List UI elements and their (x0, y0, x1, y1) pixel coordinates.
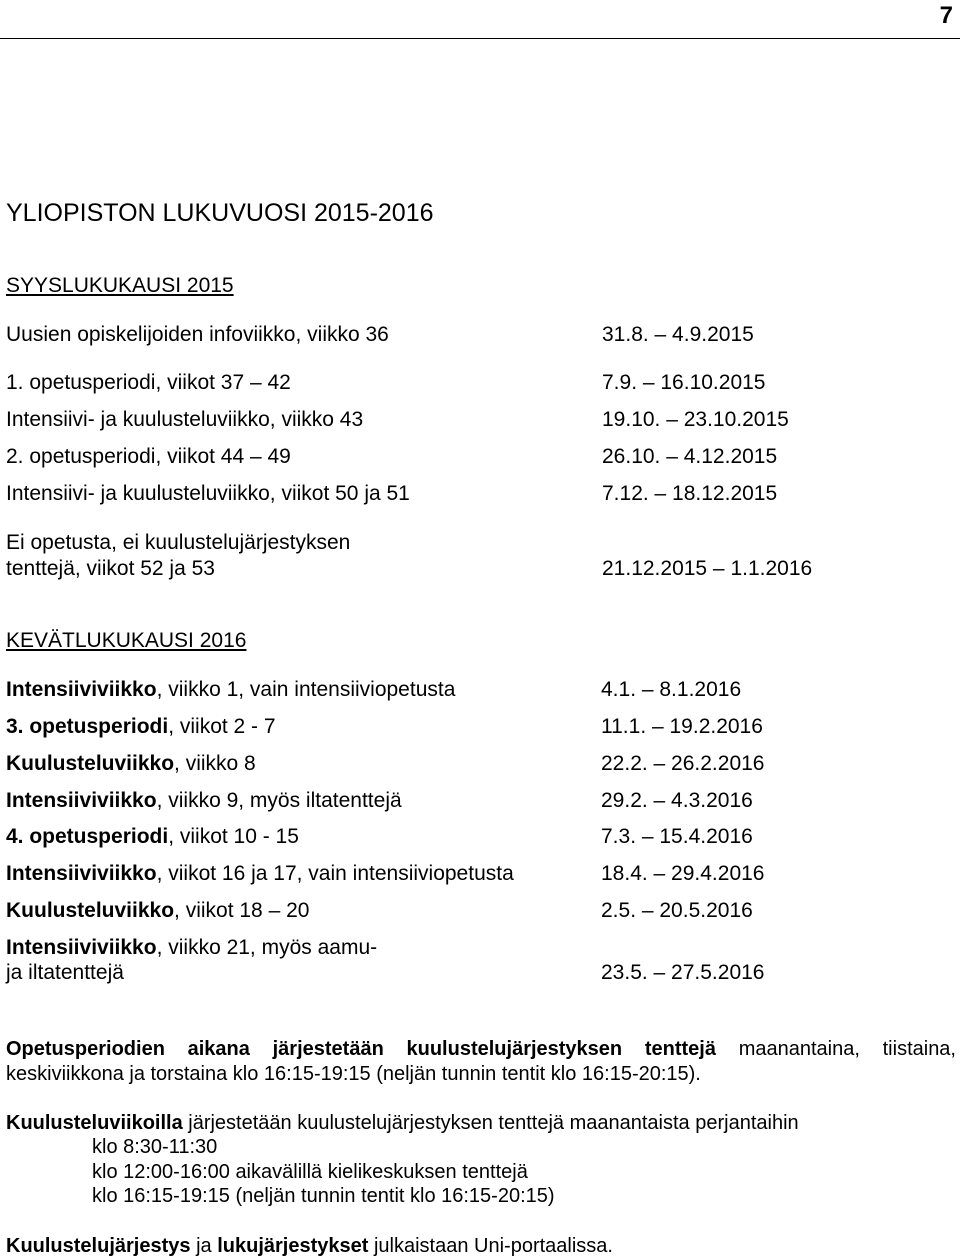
row-label-bold: Intensiiviviikko (6, 862, 157, 885)
row-label-rest: , viikot 16 ja 17, vain intensiiviopetusta (156, 862, 514, 885)
publish-bold-1: Kuulustelujärjestys (6, 1235, 191, 1257)
schedule-row (0, 824, 960, 850)
spring-heading: KEVÄTLUKUKAUSI 2016 (6, 629, 247, 652)
row-label-bold: Intensiiviviikko (6, 936, 157, 959)
row-date: 29.2. – 4.3.2016 (601, 789, 753, 812)
row-label (6, 714, 276, 740)
row-date: 19.10. – 23.10.2015 (602, 408, 789, 431)
row-label-bold: 3. opetusperiodi (6, 715, 169, 738)
row-label-rest: , viikot 2 - 7 (168, 715, 276, 738)
document-title: YLIOPISTON LUKUVUOSI 2015-2016 (6, 199, 434, 227)
schedule-row (0, 322, 960, 348)
row-label: Intensiivi- ja kuulusteluviikko, viikko 43 (6, 408, 364, 431)
holiday-label-line2: tenttejä, viikot 52 ja 53 (6, 557, 215, 580)
row-label (6, 677, 455, 703)
row-label-bold: Intensiiviviikko (6, 678, 157, 701)
schedule-row (0, 556, 960, 582)
schedule-row (0, 481, 960, 507)
exam-time-item: klo 16:15-19:15 (neljän tunnin tentit klo 16:15-20:15) (92, 1185, 555, 1207)
row-label-rest: , viikot 18 – 20 (174, 899, 310, 922)
row-label (6, 824, 299, 850)
row-label-bold: 4. opetusperiodi (6, 825, 169, 848)
row-label: Intensiivi- ja kuulusteluviikko, viikot 50 ja 51 (6, 482, 410, 505)
last-row-label-line1 (6, 935, 377, 961)
schedule-row (0, 960, 960, 986)
schedule-row (0, 407, 960, 433)
exam-time-item: klo 12:00-16:00 aikavälillä kielikeskuksen tenttejä (92, 1161, 528, 1183)
row-date: 4.1. – 8.1.2016 (601, 678, 742, 701)
publish-bold-2: lukujärjestykset (217, 1235, 369, 1257)
exam-info-rest: maanantaina, tiistaina, (715, 1038, 956, 1060)
exam-week-rest: järjestetään kuulustelujärjestyksen tenttejä maanantaista perjantaihin (182, 1112, 799, 1134)
row-label: Uusien opiskelijoiden infoviikko, viikko 36 (6, 323, 389, 346)
row-label: 1. opetusperiodi, viikot 37 – 42 (6, 371, 291, 394)
row-date: 18.4. – 29.4.2016 (601, 862, 765, 885)
row-date: 22.2. – 26.2.2016 (601, 752, 765, 775)
publish-rest: julkaistaan Uni-portaalissa. (368, 1235, 613, 1257)
page-number: 7 (939, 2, 953, 29)
row-label (6, 751, 256, 777)
schedule-row (0, 370, 960, 396)
schedule-row (0, 677, 960, 703)
schedule-row (0, 788, 960, 814)
row-label-bold: Intensiiviviikko (6, 789, 157, 812)
row-label (6, 788, 402, 814)
header-rule (0, 38, 960, 39)
exam-info-paragraph (6, 1037, 956, 1087)
publish-paragraph (6, 1234, 956, 1259)
row-date: 26.10. – 4.12.2015 (602, 445, 778, 468)
row-date: 11.1. – 19.2.2016 (601, 715, 763, 738)
row-label-rest: , viikot 10 - 15 (168, 825, 299, 848)
last-row-label-line2: ja iltatenttejä (6, 961, 124, 984)
row-label: 2. opetusperiodi, viikot 44 – 49 (6, 445, 291, 468)
row-label (6, 861, 514, 887)
autumn-heading: SYYSLUKUKAUSI 2015 (6, 274, 234, 297)
row-date: 21.12.2015 – 1.1.2016 (602, 557, 813, 580)
row-date: 31.8. – 4.9.2015 (602, 323, 754, 346)
row-date: 7.3. – 15.4.2016 (601, 825, 753, 848)
row-label-bold: Kuulusteluviikko (6, 752, 175, 775)
exam-info-bold: Opetusperiodien aikana järjestetään kuulustelujärjestyksen tenttejä (6, 1038, 716, 1060)
row-label-rest: , viikko 21, myös aamu- (156, 936, 378, 959)
row-date: 7.12. – 18.12.2015 (602, 482, 778, 505)
schedule-row (0, 444, 960, 470)
schedule-row (0, 714, 960, 740)
holiday-label-line1: Ei opetusta, ei kuulustelujärjestyksen (6, 531, 351, 554)
row-date: 23.5. – 27.5.2016 (601, 961, 765, 984)
schedule-row (0, 751, 960, 777)
schedule-row (0, 861, 960, 887)
exam-time-item: klo 8:30-11:30 (92, 1136, 218, 1158)
row-label-rest: , viikko 8 (174, 752, 256, 775)
row-label (6, 898, 309, 924)
exam-week-bold: Kuulusteluviikoilla (6, 1112, 183, 1134)
row-date: 2.5. – 20.5.2016 (601, 899, 753, 922)
row-label-rest: , viikko 9, myös iltatenttejä (156, 789, 402, 812)
row-date: 7.9. – 16.10.2015 (602, 371, 766, 394)
exam-info-line2: keskiviikkona ja torstaina klo 16:15-19:15 (neljän tunnin tentit klo 16:15-20:15). (6, 1063, 701, 1085)
schedule-row (0, 898, 960, 924)
publish-mid: ja (190, 1235, 218, 1257)
exam-week-paragraph (6, 1111, 956, 1136)
exam-info-line1 (6, 1037, 956, 1062)
row-label-bold: Kuulusteluviikko (6, 899, 175, 922)
row-label-rest: , viikko 1, vain intensiiviopetusta (156, 678, 456, 701)
